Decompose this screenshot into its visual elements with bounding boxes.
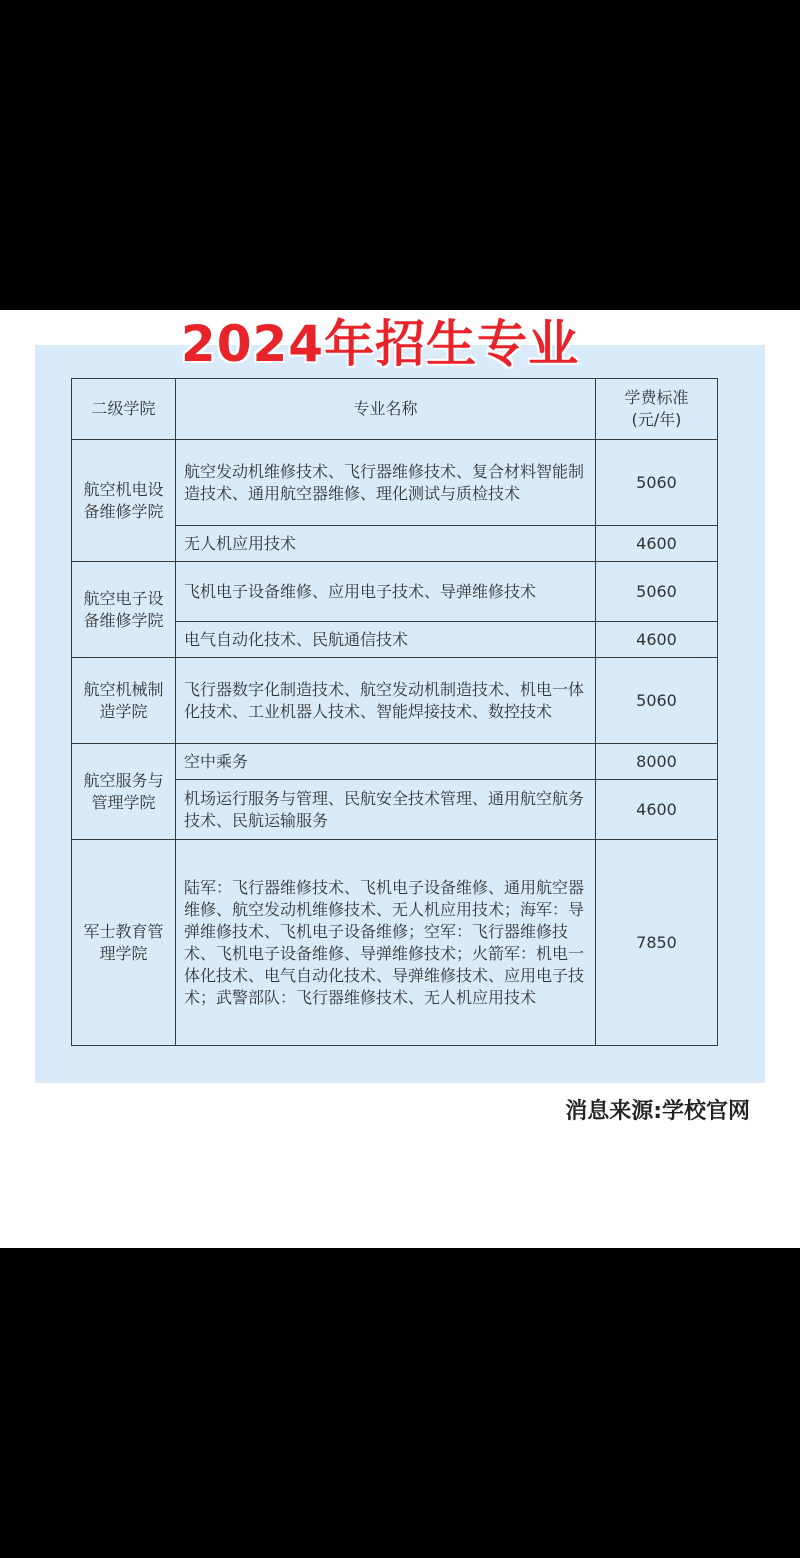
fee-cell: 8000 (596, 744, 718, 780)
page-title: 2024年招生专业 (180, 315, 580, 373)
major-cell: 空中乘务 (176, 744, 596, 780)
fee-cell: 5060 (596, 562, 718, 622)
header-fee-line1: 学费标准 (624, 388, 689, 407)
majors-table (71, 378, 718, 1046)
major-cell: 陆军：飞行器维修技术、飞机电子设备维修、通用航空器维修、航空发动机维修技术、无人机应用技术；海军：导弹维修技术、飞机电子设备维修；空军：飞行器维修技术、飞机电子设备维修、导弹维修技术；火箭军：机电一体化技术、电气自动化技术、导弹维修技术、应用电子技术；武警部队：飞行器维修技术、无人机应用技术 (176, 840, 596, 1046)
table-header-row (72, 379, 718, 440)
table-row (72, 744, 718, 780)
major-cell: 机场运行服务与管理、民航安全技术管理、通用航空航务技术、民航运输服务 (176, 780, 596, 840)
college-cell: 航空机械制造学院 (72, 658, 176, 744)
college-cell: 军士教育管理学院 (72, 840, 176, 1046)
major-cell: 飞机电子设备维修、应用电子技术、导弹维修技术 (176, 562, 596, 622)
fee-cell: 4600 (596, 526, 718, 562)
fee-cell: 7850 (596, 840, 718, 1046)
header-fee-line2: (元/年) (631, 410, 682, 429)
table-row (72, 562, 718, 622)
header-major: 专业名称 (176, 379, 596, 440)
college-cell: 航空服务与管理学院 (72, 744, 176, 840)
table-row (72, 840, 718, 1046)
major-cell: 电气自动化技术、民航通信技术 (176, 622, 596, 658)
fee-cell: 4600 (596, 622, 718, 658)
header-fee (596, 379, 718, 440)
major-cell: 无人机应用技术 (176, 526, 596, 562)
table-row (72, 440, 718, 526)
source-note: 消息来源:学校官网 (565, 1099, 750, 1124)
college-cell: 航空电子设备维修学院 (72, 562, 176, 658)
fee-cell: 5060 (596, 658, 718, 744)
table-row (72, 658, 718, 744)
major-cell: 飞行器数字化制造技术、航空发动机制造技术、机电一体化技术、工业机器人技术、智能焊接技术、数控技术 (176, 658, 596, 744)
header-college: 二级学院 (72, 379, 176, 440)
college-cell: 航空机电设备维修学院 (72, 440, 176, 562)
major-cell: 航空发动机维修技术、飞行器维修技术、复合材料智能制造技术、通用航空器维修、理化测试与质检技术 (176, 440, 596, 526)
fee-cell: 5060 (596, 440, 718, 526)
fee-cell: 4600 (596, 780, 718, 840)
